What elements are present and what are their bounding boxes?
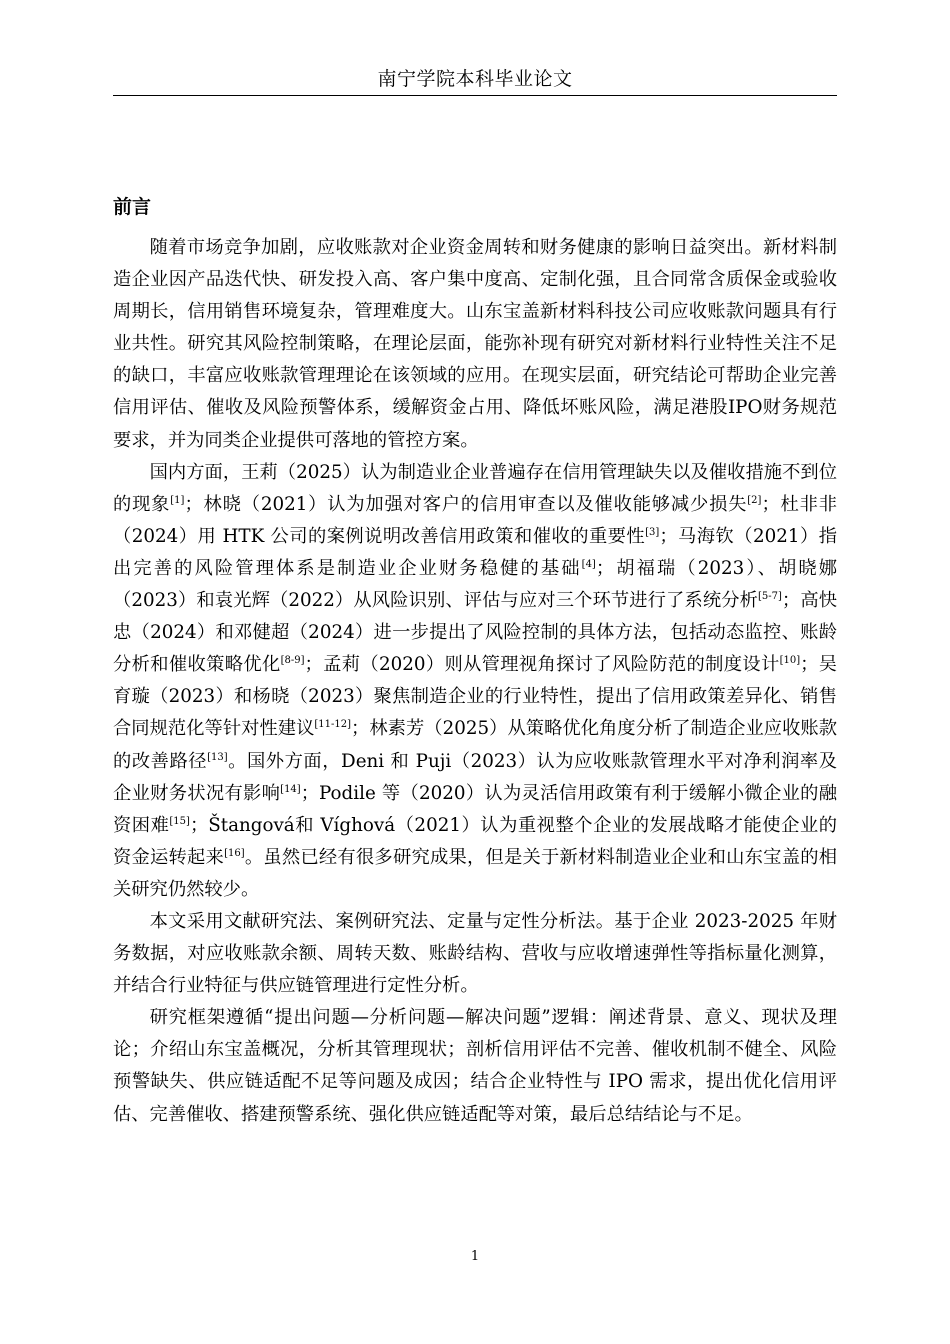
citation-reference: [8-9] <box>280 655 305 667</box>
paragraph-text: 随着市场竞争加剧，应收账款对企业资金周转和财务健康的影响日益突出。新材料制造企业因产品迭代快、研发投入高、客户集中度高、定制化强，且合同常含质保金或验收周期长，信用销售环境复杂，管理难度大。山东宝盖新材料科技公司应收账款问题具有行业共性。研究其风险控制策略，在理论层面，能弥补现有研究对新材料行业特性关注不足的缺口，丰富应收账款管理理论在该领域的应用。在现实层面，研究结论可帮助企业完善信用评估、催收及风险预警体系，缓解资金占用、降低坏账风险，满足港股IPO财务规范要求，并为同类企业提供可落地的管控方案。 <box>113 237 837 451</box>
page-number: 1 <box>470 1249 480 1264</box>
paragraph-text: ；林素芳（2025）从策略优化角度分析了制造企业应收账款的改善路径 <box>113 718 837 772</box>
citation-reference: [2] <box>747 494 762 506</box>
citation-reference: [11-12] <box>314 719 352 731</box>
paragraph-text: ；孟莉（2020）则从管理视角探讨了风险防范的制度设计 <box>304 654 780 676</box>
citation-reference: [16] <box>224 847 245 859</box>
paragraph-text: ；杜非非（2024）用 HTK 公司的案例说明改善信用政策和催收的重要性 <box>113 493 838 547</box>
citation-reference: [15] <box>169 815 190 827</box>
body-text <box>113 232 837 1131</box>
paragraph-text: ；胡福瑞（2023）、胡晓娜（2023）和袁光辉（2022）从风险识别、评估与应对三个环节进行了系统分析 <box>113 557 837 612</box>
citation-reference: [13] <box>207 751 228 763</box>
header-divider <box>113 95 837 96</box>
paragraph-text: 。虽然已经有很多研究成果，但是关于新材料制造业企业和山东宝盖的相关研究仍然较少。 <box>113 846 838 900</box>
citation-reference: [4] <box>581 558 596 570</box>
citation-reference: [3] <box>645 526 660 538</box>
citation-reference: [10] <box>779 655 801 667</box>
paragraph-text: 。国外方面，Deni 和 Puji（2023）认为应收账款管理水平对净利润率及企业财务状况有影响 <box>113 750 838 804</box>
paragraph-text: ；Štangová和 Víghová（2021）认为重视整个企业的发展战略才能使企业的资金运转起来 <box>113 814 837 868</box>
citation-reference: [1] <box>170 494 185 506</box>
page-header-title: 南宁学院本科毕业论文 <box>377 68 573 90</box>
paragraph-text: ；马海钦（2021）指出完善的风险管理体系是制造业企业财务稳健的基础 <box>113 525 837 579</box>
body-paragraph <box>113 1002 837 1130</box>
paragraph-text: ；高快忠（2024）和邓健超（2024）进一步提出了风险控制的具体方法，包括动态监控、账龄分析和催收策略优化 <box>113 590 837 676</box>
section-title: 前言 <box>113 196 152 218</box>
paragraph-text: 国内方面，王莉（2025）认为制造业企业普遍存在信用管理缺失以及催收措施不到位的现象 <box>113 461 837 515</box>
paragraph-text: 研究框架遵循“提出问题—分析问题—解决问题”逻辑：阐述背景、意义、现状及理论；介绍山东宝盖概况，分析其管理现状；剖析信用评估不完善、催收机制不健全、风险预警缺失、供应链适配不足等问题及成因；结合企业特性与 IPO 需求，提出优化信用评估、完善催收、搭建预警系统、强化供应链适配等对策，最后总结结论与不足。 <box>113 1007 837 1125</box>
body-paragraph <box>113 906 837 1002</box>
body-paragraph <box>113 232 837 457</box>
paragraph-text: 本文采用文献研究法、案例研究法、定量与定性分析法。基于企业 2023-2025 年财务数据，对应收账款余额、周转天数、账龄结构、营收与应收增速弹性等指标量化测算，并结合行业特征与供应链管理进行定性分析。 <box>113 910 837 997</box>
citation-reference: [14] <box>280 783 301 795</box>
citation-reference: [5-7] <box>758 591 782 603</box>
body-paragraph <box>113 457 837 906</box>
paragraph-text: ；Podile 等（2020）认为灵活信用政策有利于缓解小微企业的融资困难 <box>113 782 838 836</box>
paragraph-text: ；吴育璇（2023）和杨晓（2023）聚焦制造企业的行业特性，提出了信用政策差异化、销售合同规范化等针对性建议 <box>113 654 838 740</box>
paragraph-text: ；林晓（2021）认为加强对客户的信用审查以及催收能够减少损失 <box>184 493 748 515</box>
